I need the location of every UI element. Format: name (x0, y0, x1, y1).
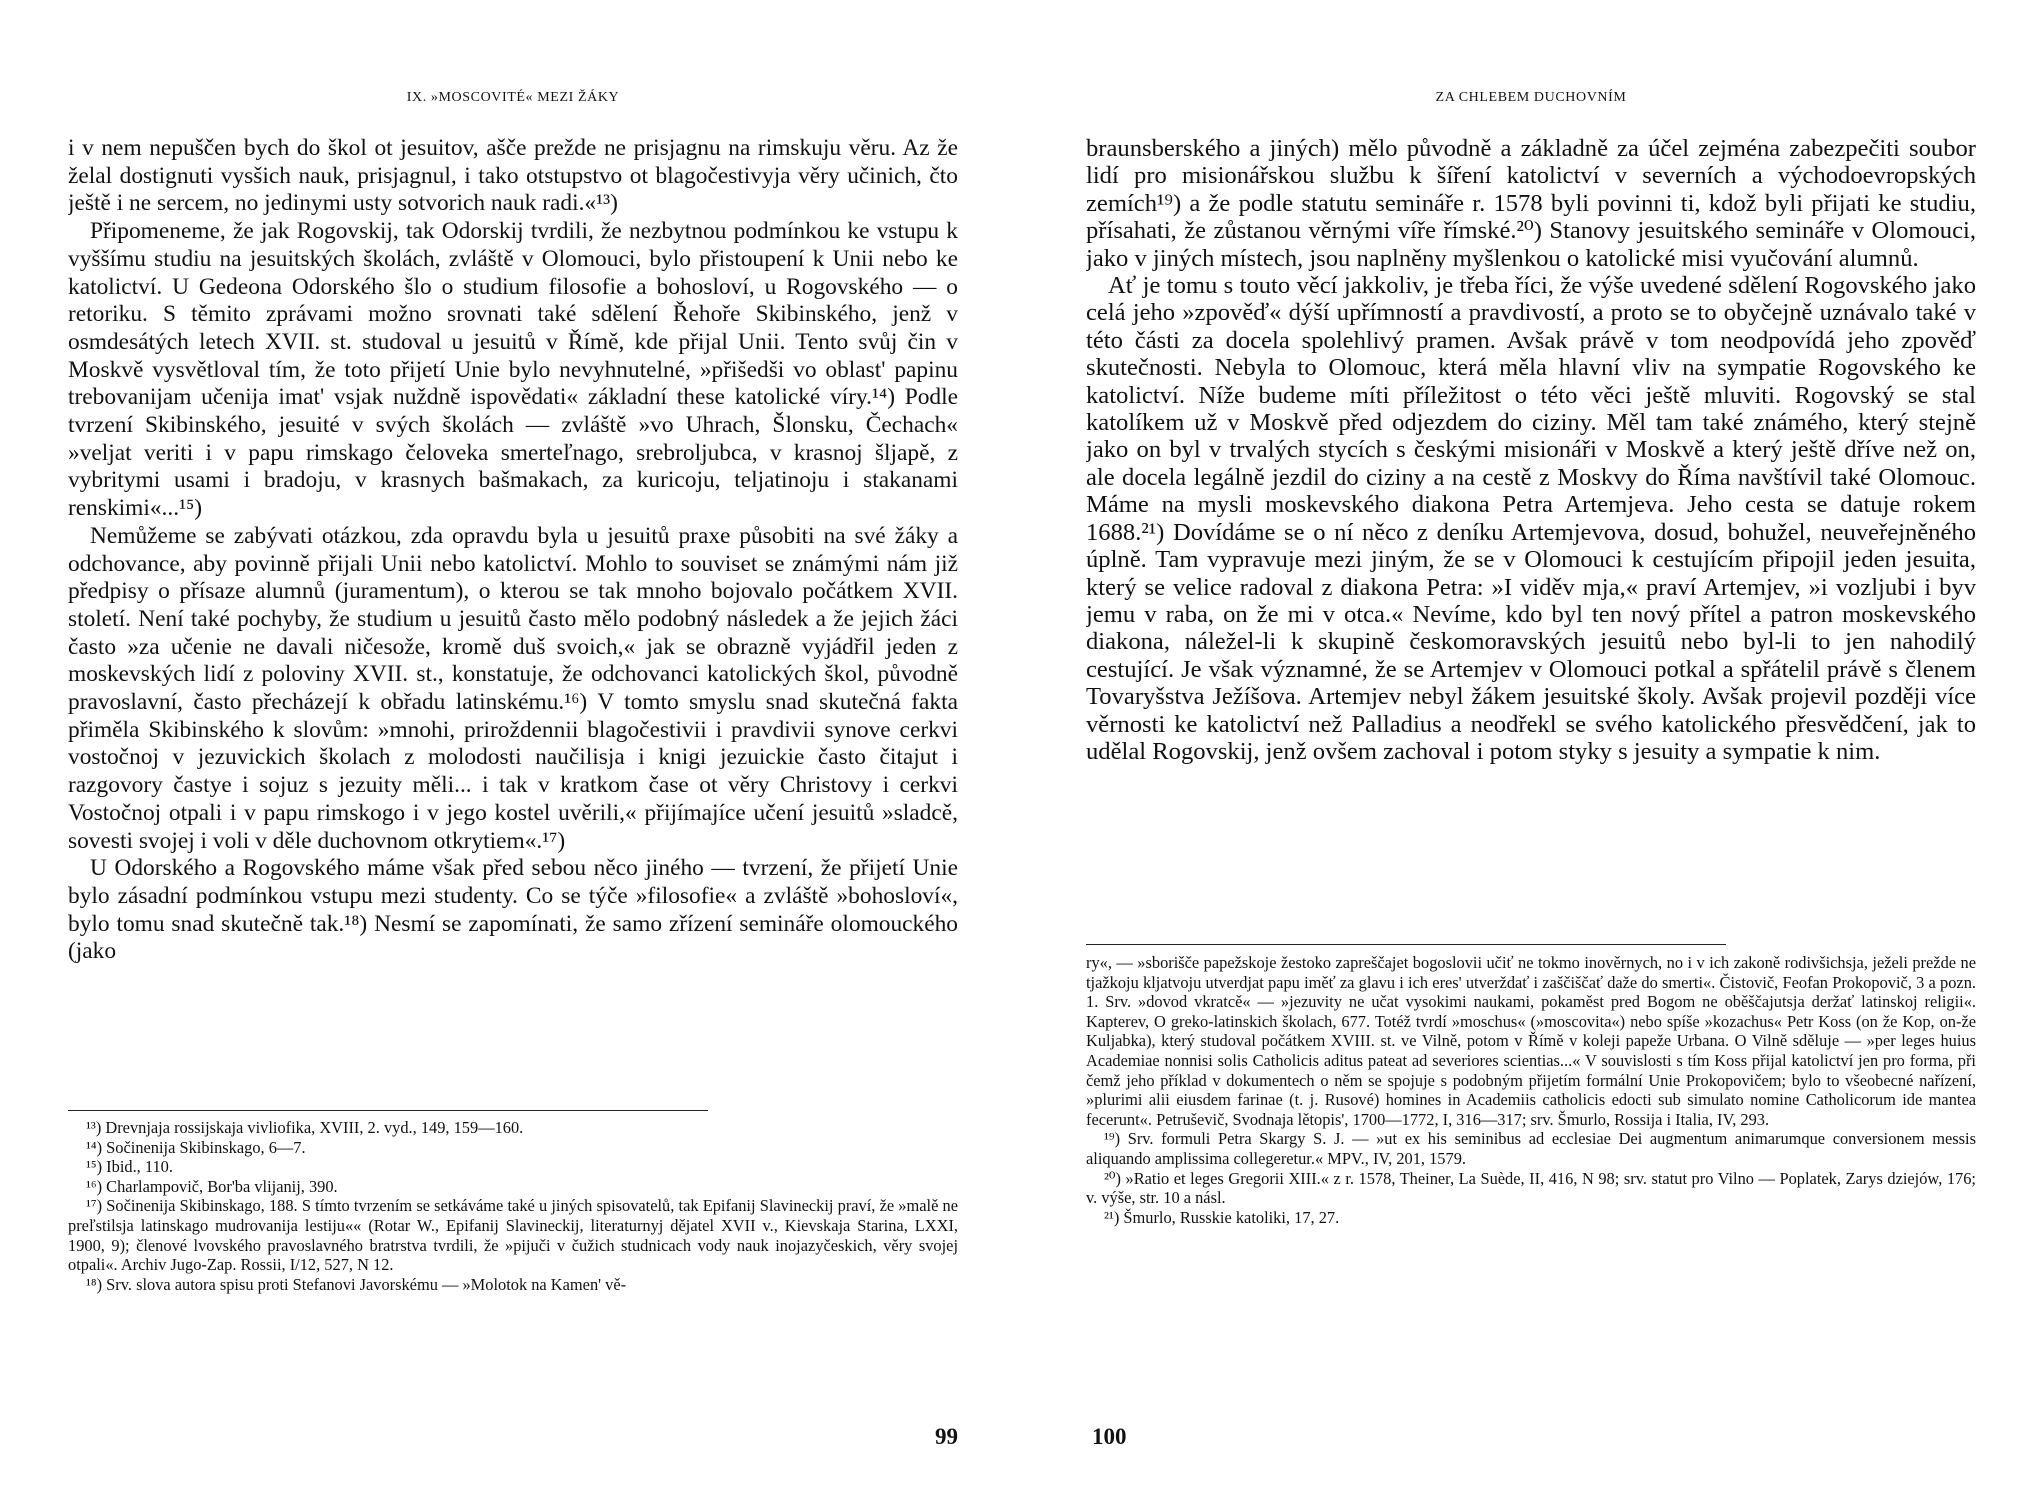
running-head-right: ZA CHLEBEM DUCHOVNÍM (1435, 90, 1627, 105)
body-text-left (68, 135, 958, 966)
paragraph: braunsberského a jiných) mělo původně a základně za účel zejména zabezpečiti soubor lidí pro misionářskou službu k šíření katolictví v severních a východoevropských zemích¹⁹) a že podle statutu semináře r. 1578 byli povinni ti, kdož byli přijati ke studiu, přísahati, že zůstanou věrnými víře římské.²⁰) Stanovy jesuitského semináře v Olomouci, jako v jiných místech, jsou naplněny myšlenkou o katolické misi vyučování alumnů. (1086, 135, 1976, 272)
right-page (1086, 0, 1976, 1500)
paragraph: Nemůžeme se zabývati otázkou, zda opravdu byla u jesuitů praxe působiti na své žáky a odchovance, aby povinně přijali Unii nebo katolictví. Mohlo to souviset se známými nám již předpisy o přísaze alumnů (juramentum), o kterou se tak mnoho bojovalo počátkem XVII. století. Není také pochyby, že studium u jesuitů často mělo podobný následek a že jejich žáci často »za učenie ne davali ničesože, kromě duš svoich,« jak se obrazně vyjádřil jeden z moskevských lidí z poloviny XVII. st., konstatuje, že odchovanci katolických škol, původně pravoslavní, často přecházejí k obřadu latinskému.¹⁶) V tomto smyslu snad skutečná fakta přiměla Skibinského k slovům: »mnohi, priroždennii blagočestivii i pravdivii synove cerkvi vostočnoj v jezuvickich školach z molodosti naučilisja i knigi jezuickie často čitajut i razgovory častye i sojuz s jezuity měli... i tak v kratkom čase ot věry Christovy i cerkvi Vostočnoj otpali i v papu rimskogo i v jego kostel uvěrili,« přijímajíce učení jesuitů »sladcě, sovesti svojej i voli v děle duchovnom otkrytiem«.¹⁷) (68, 522, 958, 854)
footnote: ¹³) Drevnjaja rossijskaja vivliofika, XVIII, 2. vyd., 149, 159—160. (86, 1118, 524, 1137)
footnote: ¹⁶) Charlampovič, Bor'ba vlijanij, 390. (86, 1176, 338, 1196)
footnote-divider (1086, 944, 1726, 945)
body-text-right (1086, 135, 1976, 765)
footnote: ¹⁸) Srv. slova autora spisu proti Stefanovi Javorskému — »Molotok na Kamen' vě- (86, 1274, 627, 1294)
running-head-left: IX. »MOSCOVITÉ« MEZI ŽÁKY (406, 90, 620, 105)
paragraph: Připomeneme, že jak Rogovskij, tak Odorskij tvrdili, že nezbytnou podmínkou ke vstupu k vyššímu studiu na jesuitských školách, zvláště v Olomouci, bylo přistoupení k Unii nebo ke katolictví. U Gedeona Odorského šlo o studium filosofie a bohosloví, u Rogovského — o retoriku. S těmito zprávami možno srovnati také sdělení Řehoře Skibinského, jenž v osmdesátých letech XVII. st. studoval u jesuitů v Římě, kde přijal Unii. Tento svůj čin v Moskvě vysvětloval tím, že toto přijetí Unie bylo nevyhnutelné, »přišedši vo oblast' papinu trebovanijam učenija imat' vsjak nuždně ispovědati« základní these katolické víry.¹⁴) Podle tvrzení Skibinského, jesuité v svých školách — zvláště »vo Uhrach, Šlonsku, Čechach« »veljat veriti i v papu rimskago čeloveka smerteľnago, srebroljubca, v krasnoj šljapě, z vybritymi usami i bradoju, v krasnych bašmakach, za kuricoju, teljatinoju i stakanami renskimi«...¹⁵) (68, 218, 958, 522)
footnotes-left (68, 1118, 958, 1294)
page-number-right: 100 (1092, 1424, 1127, 1449)
footnote: ¹⁴) Sočinenija Skibinskago, 6—7. (86, 1137, 306, 1157)
footnote: ¹⁷) Sočinenija Skibinskago, 188. S tímto tvrzením se setkáváme také u jiných spisovatelů, tak Epifanij Slavineckij praví, že »malě ne preľstilsja latinskago mudrovanija lestiju«« (Rotar W., Epifanij Slavineckij, literaturnyj dějatel XVII v., Kievskaja Starina, LXXI, 1900, 9); členové lvovského pravoslavného bratrstva tvrdili, že »pijuči v čužich studnicach vody nauk inojazyčeskich, věry svojej otpali«. Archiv Jugo-Zap. Rossii, I/12, 527, N 12. (68, 1196, 958, 1275)
footnote: ²¹) Šmurlo, Russkie katoliki, 17, 27. (1104, 1207, 1340, 1227)
footnote-continuation: ry«, — »sborišče papežskoje žestoko zapreščajet bogoslovii učiť ne tokmo inověrnych, no i v ich zakoně rodivšichsja, ježeli prežde ne tjažkoju kljatvoju utverdjat papu iměť za glavu i ich eres' utverždať i zaščiščať daže do smerti«. Čistovič, Feofan Prokopovič, 3 a pozn. 1. Srv. »dovod vkratcě« — »jezuvity ne učat vysokimi naukami, pokaměst pred Bogom ne oběščajutsja deržať latinskoj religii«. Kapterev, O greko-latinskich školach, 677. Totéž tvrdí »moschus« (»moscovita«) nebo spíše »kozachus« Petr Koss (on že Kop, on-že Kuljabka), který studoval počátkem XVIII. st. ve Vilně, potom v Římě v koleji papeže Urbana. O Vilně sděluje — »per leges huius Academiae nonnisi solis Catholicis aditus pateat ad severiores scientias...« V souvislosti s tím Koss přijal katolictví jen pro forma, při čemž jeho příklad v dokumentech o něm se spojuje s podobným přijetím formální Unie Prokopovičem; bylo to všeobecné nařízení, »plurimi alii eiusdem farinae (t. j. Rusové) homines in Academiis catholicis edocti sub simulato nomine Catholicorum ide mantea fecerunt«. Petruševič, Svodnaja lětopis', 1700—1772, I, 316—317; srv. Šmurlo, Rossija i Italia, IV, 293. (1086, 953, 1976, 1129)
footnote: ²⁰) »Ratio et leges Gregorii XIII.« z r. 1578, Theiner, La Suède, II, 416, N 98; srv. statut pro Vilno — Poplatek, Zarys dziejów, 176; v. výše, str. 10 a násl. (1086, 1168, 1976, 1208)
page-number-left: 99 (935, 1424, 958, 1449)
footnotes-right (1086, 953, 1976, 1227)
paragraph: Ať je tomu s touto věcí jakkoliv, je třeba říci, že výše uvedené sdělení Rogovského jako celá jeho »zpověď« dýší upřímností a pravdivostí, a proto se to obyčejně uznávalo také v této části za docela spolehlivý pramen. Avšak právě v tom neodpovídá jeho zpověď skutečnosti. Nebyla to Olomouc, která měla hlavní vliv na sympatie Rogovského ke katolictví. Níže budeme míti příležitost o této věci ještě mluviti. Rogovský se stal katolíkem už v Moskvě před odjezdem do ciziny. Měl tam také známého, který stejně jako on byl v trvalých stycích s českými misionáři v Moskvě a který ještě dříve než on, ale docela legálně jezdil do ciziny a na cestě z Moskvy do Říma navštívil také Olomouc. Máme na mysli moskevského diakona Petra Artemjeva. Jeho cesta se datuje rokem 1688.²¹) Dovídáme se o ní něco z deníku Artemjevova, dosud, bohužel, neuveřejněného úplně. Tam vypravuje mezi jiným, že se v Olomouci k cestujícím připojil jeden jesuita, který se velice radoval z diakona Petra: »I viděv mja,« praví Artemjev, »i vozljubi i byv jemu v raba, on že mi v otca.« Nevíme, kdo byl ten nový přítel a patron moskevského diakona, náležel-li k skupině českomoravských jesuitů nebo byl-li to jen nahodilý cestující. Je však významné, že se Artemjev v Olomouci potkal a spřátelil právě s členem Tovaryšstva Ježíšova. Artemjev nebyl žákem jesuitské školy. Avšak projevil později více věrnosti ke katolictví než Palladius a neodřekl se svého katolického přesvědčení, jak to udělal Rogovskij, jenž ovšem zachoval i potom styky s jesuity a sympatie k nim. (1086, 272, 1976, 765)
footnote: ¹⁹) Srv. formuli Petra Skargy S. J. — »ut ex his seminibus ad ecclesiae Dei augmentum animarumque conversionem messis aliquando amplissima collegeretur.« MPV., IV, 201, 1579. (1086, 1129, 1976, 1168)
paragraph: i v nem nepuščen bych do škol ot jesuitov, ašče prežde ne prisjagnu na rimskuju věru. Az že želal dostignuti vysšich nauk, prisjagnul, i tako otstupstvo ot blagočestivyja věry učinich, čto ještě i ne sercem, no jedinymi usty sotvorich nauk radi.«¹³) (68, 135, 958, 217)
left-page (68, 0, 958, 1500)
paragraph: U Odorského a Rogovského máme však před sebou něco jiného — tvrzení, že přijetí Unie bylo zásadní podmínkou vstupu mezi studenty. Co se týče »filosofie« a zvláště »bohosloví«, bylo tomu snad skutečně tak.¹⁸) Nesmí se zapomínati, že samo zřízení semináře olomouckého (jako (68, 855, 958, 965)
footnote: ¹⁵) Ibid., 110. (86, 1157, 173, 1177)
footnote-divider (68, 1110, 708, 1111)
